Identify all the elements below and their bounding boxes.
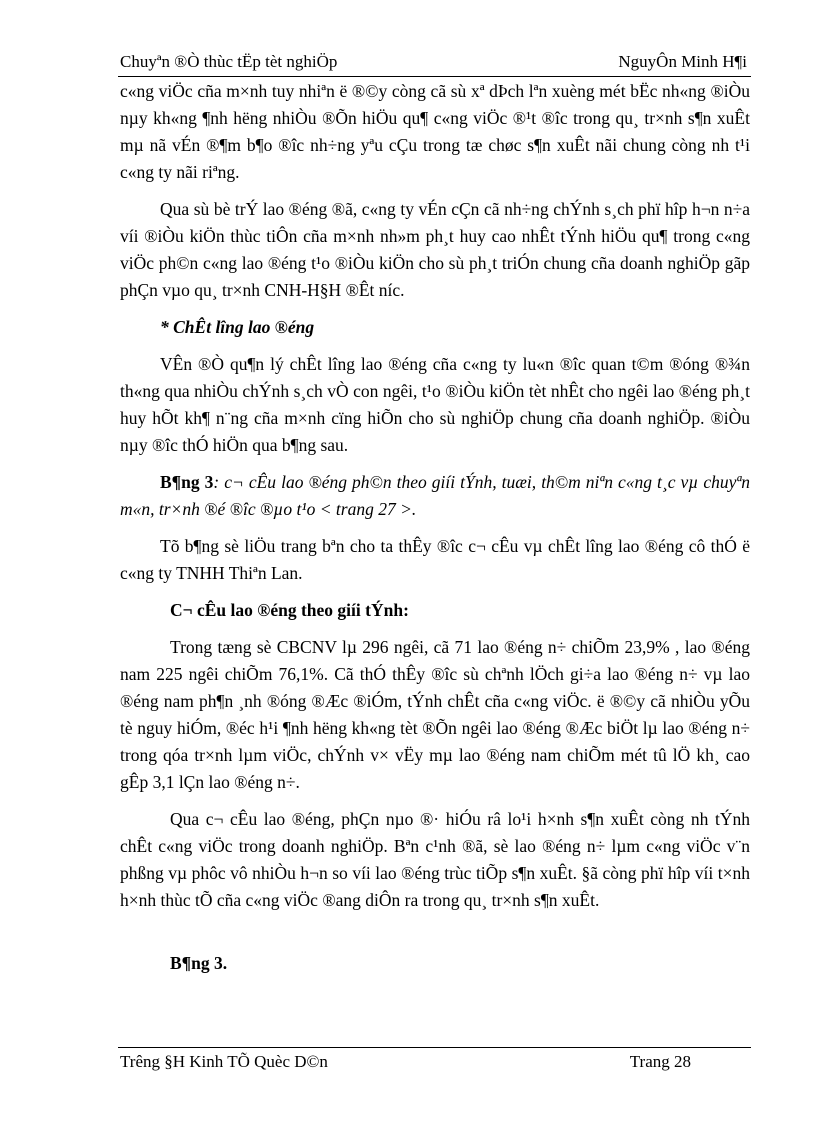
page-header xyxy=(118,52,751,77)
header-left-text: Chuyªn ®Ò thùc tËp tèt nghiÖp xyxy=(120,52,338,71)
header-author: NguyÔn Minh H¶i xyxy=(618,52,747,71)
paragraph-6: Trong tæng sè CBCNV lµ 296 ngêi, cã 71 lao ®éng n÷ chiÕm 23,9% , lao ®éng nam 225 ngêi chiÕm 76,1%. Cã thÓ thÊy ®îc sù chªnh lÖch gi÷a lao ®éng n÷ vµ lao ®éng nam ph¶n ¸nh ®óng ®Æc ®iÓm, tÝnh chÊt cña c«ng viÖc. ë ®©y cã nhiÒu yÕu tè nguy hiÓm, ®éc h¹i ¶nh hëng kh«ng tèt ®Õn ngêi lao ®éng ®Æc biÖt lµ lao ®éng n÷ trong qóa tr×nh lµm viÖc, chÝnh v× vËy mµ lao ®éng nam chiÕm mét tû lÖ kh¸ cao gÊp 3,1 lÇn lao ®éng n÷. xyxy=(120,637,750,792)
paragraph-5: Tõ b¶ng sè liÖu trang bªn cho ta thÊy ®îc c¬ cÊu vµ chÊt lîng lao ®éng cô thÓ ë c«ng ty TNHH Thiªn Lan. xyxy=(120,536,750,583)
heading-gender-structure: C¬ cÊu lao ®éng theo giíi tÝnh: xyxy=(170,600,409,620)
paragraph-7: Qua c¬ cÊu lao ®éng, phÇn nµo ®· hiÓu râ lo¹i h×nh s¶n xuÊt còng nh tÝnh chÊt c«ng viÖc trong doanh nghiÖp. Bªn c¹nh ®ã, sè lao ®éng n÷ lµm c«ng viÖc v¨n phßng vµ phôc vô nhiÒu h¬n so víi lao ®éng trùc tiÕp s¶n xuÊt. §ã còng phï hîp víi t×nh h×nh thùc tÕ cña c«ng viÖc ®ang diÔn ra trong qu¸ tr×nh s¶n xuÊt. xyxy=(120,809,750,910)
paragraph-3: VÊn ®Ò qu¶n lý chÊt lîng lao ®éng cña c«ng ty lu«n ®îc quan t©m ®óng ®¾n th«ng qua nhiÒu chÝnh s¸ch vÒ con ngêi, t¹o ®iÒu kiÖn tèt nhÊt cho ngêi lao ®éng ph¸t huy hÕt kh¶ n¨ng cña m×nh cïng hiÕn cho sù nghiÖp chung cña doanh nghiÖp. ®iÒu nµy ®îc thÓ hiÖn qua b¶ng sau. xyxy=(120,354,750,455)
page-footer xyxy=(118,1047,751,1078)
footer-university: Trêng §H Kinh TÕ Quèc D©n xyxy=(120,1052,328,1071)
heading-table-3: B¶ng 3. xyxy=(170,953,228,973)
document-body xyxy=(120,78,750,977)
table-caption-label: B¶ng 3 xyxy=(160,472,214,492)
paragraph-2: Qua sù bè trÝ lao ®éng ®ã, c«ng ty vÉn cÇn cã nh÷ng chÝnh s¸ch phï hîp h¬n n÷a víi ®iÒu kiÖn thùc tiÔn cña m×nh nh»m ph¸t huy cao nhÊt tÝnh hiÖu qu¶ trong c«ng viÖc ph©n c«ng lao ®éng t¹o ®iÒu kiÖn cho sù ph¸t triÓn chung cña doanh nghiÖp gãp phÇn vµo qu¸ tr×nh CNH-H§H ®Êt níc. xyxy=(120,199,750,300)
table-caption-text: : c¬ cÊu lao ®éng ph©n theo giíi tÝnh, tuæi, th©m niªn c«ng t¸c vµ chuyªn m«n, tr×nh ®é ®îc ®µo t¹o < trang 27 >. xyxy=(120,472,750,519)
paragraph-1: c«ng viÖc cña m×nh tuy nhiªn ë ®©y còng cã sù xª dÞch lªn xuèng mét bËc nh«ng ®iÒu nµy kh«ng ¶nh hëng nhiÒu ®Õn hiÖu qu¶ c«ng viÖc ®¹t ®îc trong qu¸ tr×nh s¶n xuÊt mµ nã vÉn ®¶m b¶o ®îc nh÷ng yªu cÇu trong tæ chøc s¶n xuÊt nãi chung còng nh t¹i c«ng ty nãi riªng. xyxy=(120,81,750,182)
table-caption xyxy=(120,469,750,523)
footer-page-number: Trang 28 xyxy=(629,1052,691,1071)
heading-labor-quality: * ChÊt lîng lao ®éng xyxy=(160,317,315,337)
